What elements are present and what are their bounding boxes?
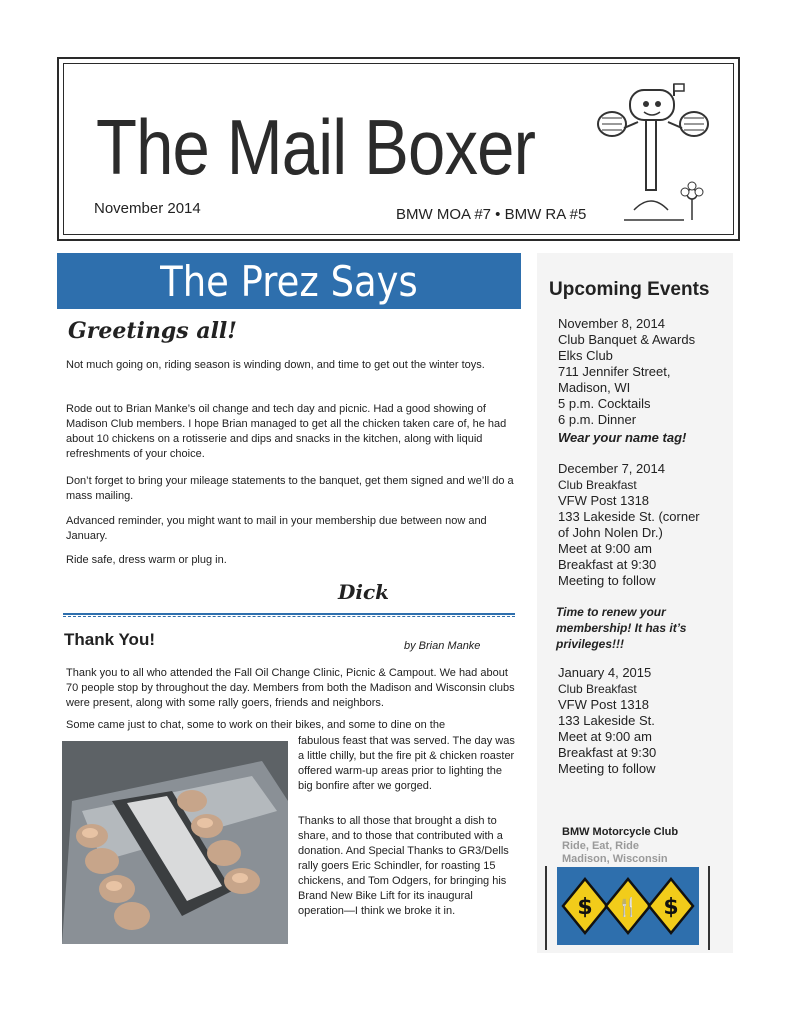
logo-location: Madison, Wisconsin (562, 853, 668, 865)
prez-banner (57, 253, 521, 309)
event-line: Club Banquet & Awards (558, 332, 696, 347)
logo-tagline: Ride, Eat, Ride (562, 840, 640, 852)
event-line: Meet at 9:00 am (558, 729, 652, 744)
signature: Dick (338, 580, 389, 604)
event-line: 6 p.m. Dinner (558, 412, 637, 427)
event-line: VFW Post 1318 (558, 493, 650, 508)
renew-membership-note: Time to renew your membership! It has it’s privileges!!! (556, 605, 687, 651)
event-line: 133 Lakeside St. (corner (558, 509, 700, 524)
thanks-column-paragraph-2: Thanks to all those that brought a dish to share, and to those that contributed with a donation. And Special Thanks to GR3/Dells rally goers Eric Schindler, for roasting 15 chickens, and Tom Odgers, for bringing his Brand New Bike Lift for its inaugural operation—I think we broke it in. (298, 815, 509, 917)
road-signs-icon (557, 867, 699, 945)
event-line: Meet at 9:00 am (558, 541, 652, 556)
event-emphasis: Wear your name tag! (558, 430, 687, 445)
event-line: November 8, 2014 (558, 316, 665, 331)
sign-glyph: 🍴 (616, 897, 640, 918)
thanks-paragraph-2: Some came just to chat, some to work on their bikes, and some to dine on the (66, 719, 446, 731)
club-logo-name: BMW Motorcycle Club (562, 826, 679, 838)
issue-date: November 2014 (94, 200, 201, 217)
section-divider (63, 613, 515, 617)
event-december (558, 461, 738, 589)
event-line: Club Breakfast (558, 478, 637, 492)
event-january (558, 665, 738, 777)
masthead-inner-border (63, 63, 734, 235)
masthead (57, 57, 740, 241)
event-line: of John Nolen Dr.) (558, 525, 663, 540)
newsletter-title: The Mail Boxer (96, 103, 536, 191)
thanks-column-paragraph-1: fabulous feast that was served. The day was a little chilly, but the fire pit & chicken roaster offered warm-up areas prior to lighting the big bonfire after we gorged. (298, 735, 515, 792)
event-line: VFW Post 1318 (558, 697, 650, 712)
event-line: 5 p.m. Cocktails (558, 396, 651, 411)
club-logo-panel (557, 867, 699, 945)
event-line: December 7, 2014 (558, 461, 665, 476)
event-november (558, 316, 738, 446)
chicken-rotisserie-photo (62, 741, 288, 944)
prez-paragraph-4: Advanced reminder, you might want to mail in your membership due between now and January. (66, 515, 487, 542)
mailbox-boxer-icon (594, 82, 720, 232)
event-line: January 4, 2015 (558, 665, 652, 680)
prez-paragraph-2: Rode out to Brian Manke’s oil change and tech day and picnic. Had a good showing of Madison Club members. I hope Brian managed to get all the chicken taken care of, he had about 10 chickens on a rotisserie and dips and snacks in the kitchen, along with liquid refreshments of your choice. (66, 403, 507, 460)
sign-glyph: $ (663, 895, 679, 920)
club-numbers: BMW MOA #7 • BMW RA #5 (396, 206, 587, 223)
thanks-paragraph-1: Thank you to all who attended the Fall Oil Change Clinic, Picnic & Campout. We had about 70 people stop by throughout the day. Members from both the Madison and Wisconsin clubs were present, along with some rally goers, friends and neighbors. (66, 667, 515, 709)
event-line: 133 Lakeside St. (558, 713, 655, 728)
event-line: Breakfast at 9:30 (558, 745, 657, 760)
event-line: 711 Jennifer Street, (558, 364, 671, 379)
thanks-title: Thank You! (64, 630, 155, 649)
event-line: Breakfast at 9:30 (558, 557, 657, 572)
rotisserie-illustration (62, 741, 288, 944)
thanks-author: by Brian Manke (404, 640, 481, 652)
sign-glyph: $ (577, 895, 593, 920)
event-line: Club Breakfast (558, 682, 637, 696)
event-line: Madison, WI (558, 380, 631, 395)
club-logo-tagline (562, 840, 668, 866)
upcoming-events-heading: Upcoming Events (549, 279, 710, 300)
prez-paragraph-5: Ride safe, dress warm or plug in. (66, 554, 227, 566)
greeting: Greetings all! (68, 318, 237, 344)
prez-paragraph-3: Don’t forget to bring your mileage statements to the banquet, get them signed and we’ll do a mass mailing. (66, 475, 514, 502)
prez-paragraph-1: Not much going on, riding season is winding down, and time to get out the winter toys. (66, 359, 485, 371)
event-line: Meeting to follow (558, 573, 656, 588)
prez-title: The Prez Says (160, 257, 418, 306)
event-line: Meeting to follow (558, 761, 656, 776)
event-line: Elks Club (558, 348, 613, 363)
